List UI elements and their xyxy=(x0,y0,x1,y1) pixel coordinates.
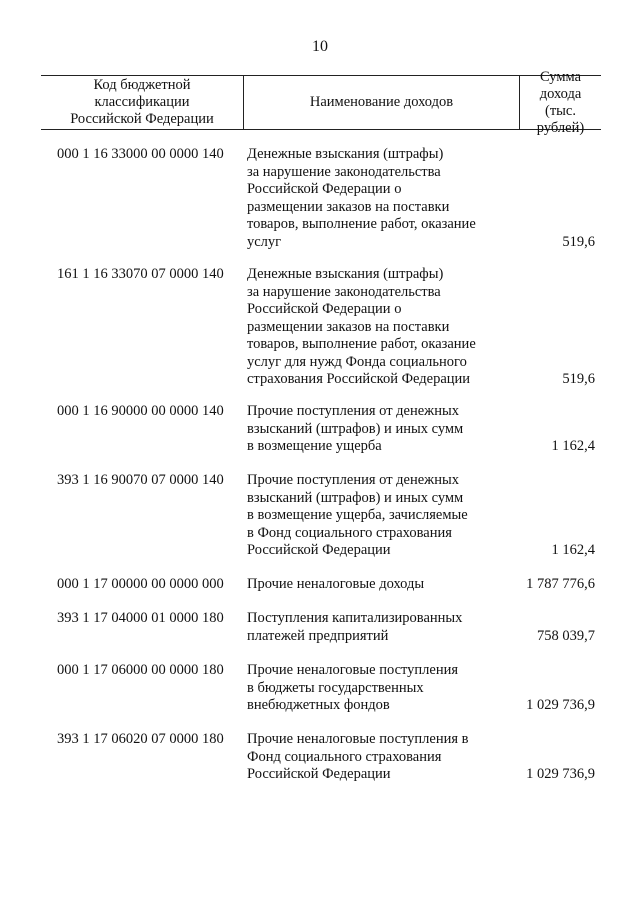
header-amount-line: Сумма дохода xyxy=(539,68,582,102)
income-amount: 1 162,4 xyxy=(551,438,595,454)
income-name-line: размещении заказов на поставки xyxy=(247,198,450,215)
income-name-line: Российской Федерации xyxy=(247,766,391,782)
budget-code: 393 1 16 90070 07 0000 140 xyxy=(57,472,224,488)
income-name xyxy=(247,472,497,560)
budget-code: 000 1 16 90000 00 0000 140 xyxy=(57,403,224,419)
income-name-line: Российской Федерации о xyxy=(247,301,402,317)
income-name-line: Денежные взыскания (штрафы) xyxy=(247,146,444,162)
income-name-line: страхования Российской Федерации xyxy=(247,371,471,387)
income-name xyxy=(247,403,497,456)
income-name-line: за нарушение законодательства xyxy=(247,283,441,300)
income-amount: 519,6 xyxy=(562,233,595,250)
income-name xyxy=(247,266,497,389)
income-name-line: в Фонд социального страхования xyxy=(247,524,452,541)
income-name-line: Российской Федерации о xyxy=(247,181,402,197)
budget-code: 393 1 17 04000 01 0000 180 xyxy=(57,610,224,626)
income-name-line: в бюджеты государственных xyxy=(247,679,424,696)
income-name-line: товаров, выполнение работ, оказание xyxy=(247,216,476,232)
header-code-line: Код бюджетной xyxy=(93,77,191,93)
income-name xyxy=(247,610,497,645)
budget-code: 161 1 16 33070 07 0000 140 xyxy=(57,266,224,282)
header-amount-line: (тыс. рублей) xyxy=(536,102,585,136)
income-name-line: Российской Федерации xyxy=(247,542,391,558)
income-amount: 1 029 736,9 xyxy=(526,697,595,713)
income-name-line: Денежные взыскания (штрафы) xyxy=(247,266,444,282)
income-name-line: товаров, выполнение работ, оказание xyxy=(247,336,476,352)
header-name-line: Наименование доходов xyxy=(309,94,454,110)
income-name xyxy=(247,146,497,251)
page-number: 10 xyxy=(312,38,328,55)
income-name-line: в возмещение ущерба, зачисляемые xyxy=(247,507,468,523)
header-code-line: Российской Федерации xyxy=(70,111,214,127)
income-amount: 1 029 736,9 xyxy=(526,766,595,782)
income-name xyxy=(247,576,497,594)
header-code-line: классификации xyxy=(94,94,190,110)
budget-code: 000 1 17 00000 00 0000 000 xyxy=(57,576,224,592)
budget-code: 393 1 17 06020 07 0000 180 xyxy=(57,731,224,747)
income-name-line: за нарушение законодательства xyxy=(247,163,441,180)
income-name-line: Прочие поступления от денежных xyxy=(247,472,459,488)
income-name-line: Прочие неналоговые доходы xyxy=(247,576,425,592)
header-name xyxy=(244,76,520,129)
income-amount: 519,6 xyxy=(562,371,595,387)
income-name-line: услуг для нужд Фонда социального xyxy=(247,353,467,370)
header-amount xyxy=(520,68,601,136)
income-name xyxy=(247,662,497,715)
budget-code: 000 1 17 06000 00 0000 180 xyxy=(57,662,224,678)
income-name-line: Прочие неналоговые поступления в xyxy=(247,731,469,747)
table-header xyxy=(41,68,601,136)
budget-code: 000 1 16 33000 00 0000 140 xyxy=(57,146,224,162)
header-code xyxy=(41,76,244,129)
income-name-line: Прочие поступления от денежных xyxy=(247,403,459,419)
income-name xyxy=(247,731,497,784)
income-name-line: услуг xyxy=(247,233,282,250)
income-amount: 758 039,7 xyxy=(537,627,595,644)
income-name-line: в возмещение ущерба xyxy=(247,438,382,454)
income-amount: 1 162,4 xyxy=(551,542,595,558)
income-name-line: размещении заказов на поставки xyxy=(247,318,450,335)
income-name-line: внебюджетных фондов xyxy=(247,697,390,713)
income-name-line: Поступления капитализированных xyxy=(247,610,463,626)
income-name-line: взысканий (штрафов) и иных сумм xyxy=(247,420,464,437)
income-name-line: Фонд социального страхования xyxy=(247,748,442,765)
income-name-line: Прочие неналоговые поступления xyxy=(247,662,459,678)
income-amount: 1 787 776,6 xyxy=(526,576,595,592)
income-name-line: взысканий (штрафов) и иных сумм xyxy=(247,489,464,506)
income-name-line: платежей предприятий xyxy=(247,627,389,644)
